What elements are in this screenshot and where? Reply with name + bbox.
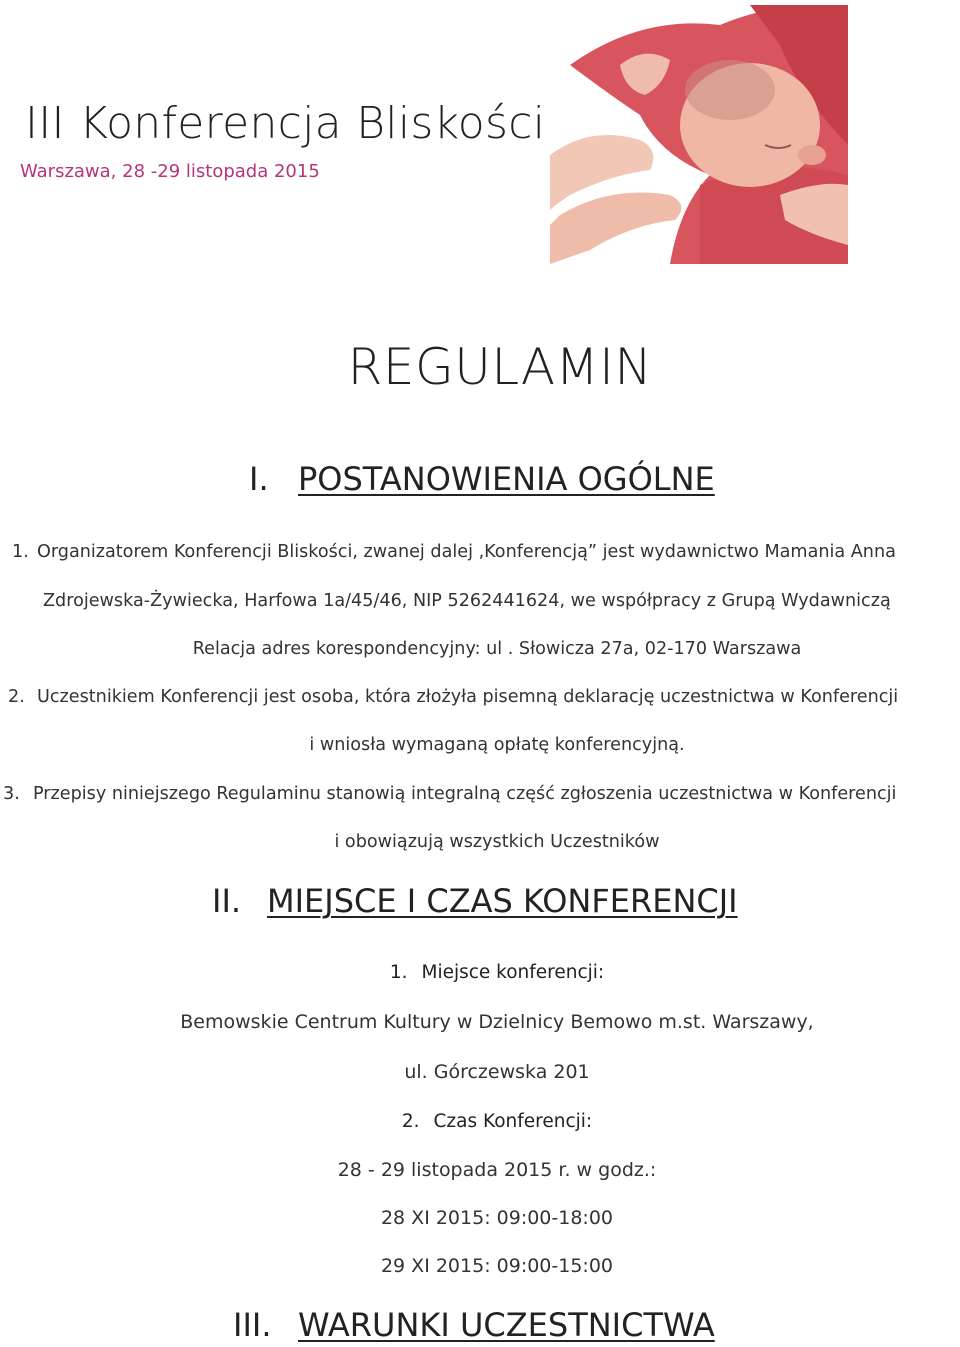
conference-date-location: Warszawa, 28 -29 listopada 2015 — [20, 161, 320, 182]
detail-line: 28 - 29 listopada 2015 r. w godz.: — [337, 1159, 657, 1181]
paragraph-line: Organizatorem Konferencji Bliskości, zwanej dalej ‚Konferencją” jest wydawnictwo Mamania Anna — [37, 542, 896, 562]
subsection-heading — [0, 1111, 960, 1132]
paragraph-line: Zdrojewska-Żywiecka, Harfowa 1a/45/46, NIP 5262441624, we współpracy z Grupą Wydawniczą — [43, 591, 891, 611]
conference-title: III Konferencja Bliskości — [25, 98, 546, 149]
paragraph-line: Uczestnikiem Konferencji jest osoba, która złożyła pisemną deklarację uczestnictwa w Konferencji — [37, 687, 899, 707]
section-title: POSTANOWIENIA OGÓLNE — [298, 460, 715, 498]
section-title: WARUNKI UCZESTNICTWA — [298, 1306, 715, 1344]
section-number: III. — [233, 1306, 272, 1344]
section-number: I. — [249, 460, 269, 498]
item-number: 2. — [8, 687, 25, 707]
paragraph-line: Relacja adres korespondencyjny: ul . Słowicza 27a, 02-170 Warszawa — [192, 639, 802, 659]
paragraph-line: i wniosła wymaganą opłatę konferencyjną. — [309, 735, 685, 755]
item-number: 1. — [12, 542, 29, 562]
paragraph-line: Przepisy niniejszego Regulaminu stanowią integralną część zgłoszenia uczestnictwa w Konferencji — [33, 784, 897, 804]
document-title: REGULAMIN — [347, 338, 653, 396]
detail-line: Bemowskie Centrum Kultury w Dzielnicy Bemowo m.st. Warszawy, — [180, 1011, 814, 1033]
subsection-title: Miejsce konferencji: — [421, 962, 605, 983]
section-title: MIEJSCE I CZAS KONFERENCJI — [267, 882, 738, 920]
baby-in-sling-photo — [550, 5, 848, 264]
item-number: 3. — [3, 784, 20, 804]
section-heading-3 — [0, 1306, 960, 1347]
section-number: II. — [212, 882, 242, 920]
detail-line: 28 XI 2015: 09:00-18:00 — [380, 1207, 614, 1229]
section-heading-2 — [0, 882, 960, 926]
subsection-number: 1. — [389, 962, 408, 983]
detail-line: ul. Górczewska 201 — [404, 1061, 590, 1083]
section-heading-1 — [0, 460, 960, 504]
detail-line: 29 XI 2015: 09:00-15:00 — [380, 1255, 614, 1277]
subsection-heading — [0, 962, 960, 983]
paragraph-line: i obowiązują wszystkich Uczestników — [334, 832, 660, 852]
subsection-title: Czas Konferencji: — [433, 1111, 593, 1132]
subsection-number: 2. — [401, 1111, 420, 1132]
